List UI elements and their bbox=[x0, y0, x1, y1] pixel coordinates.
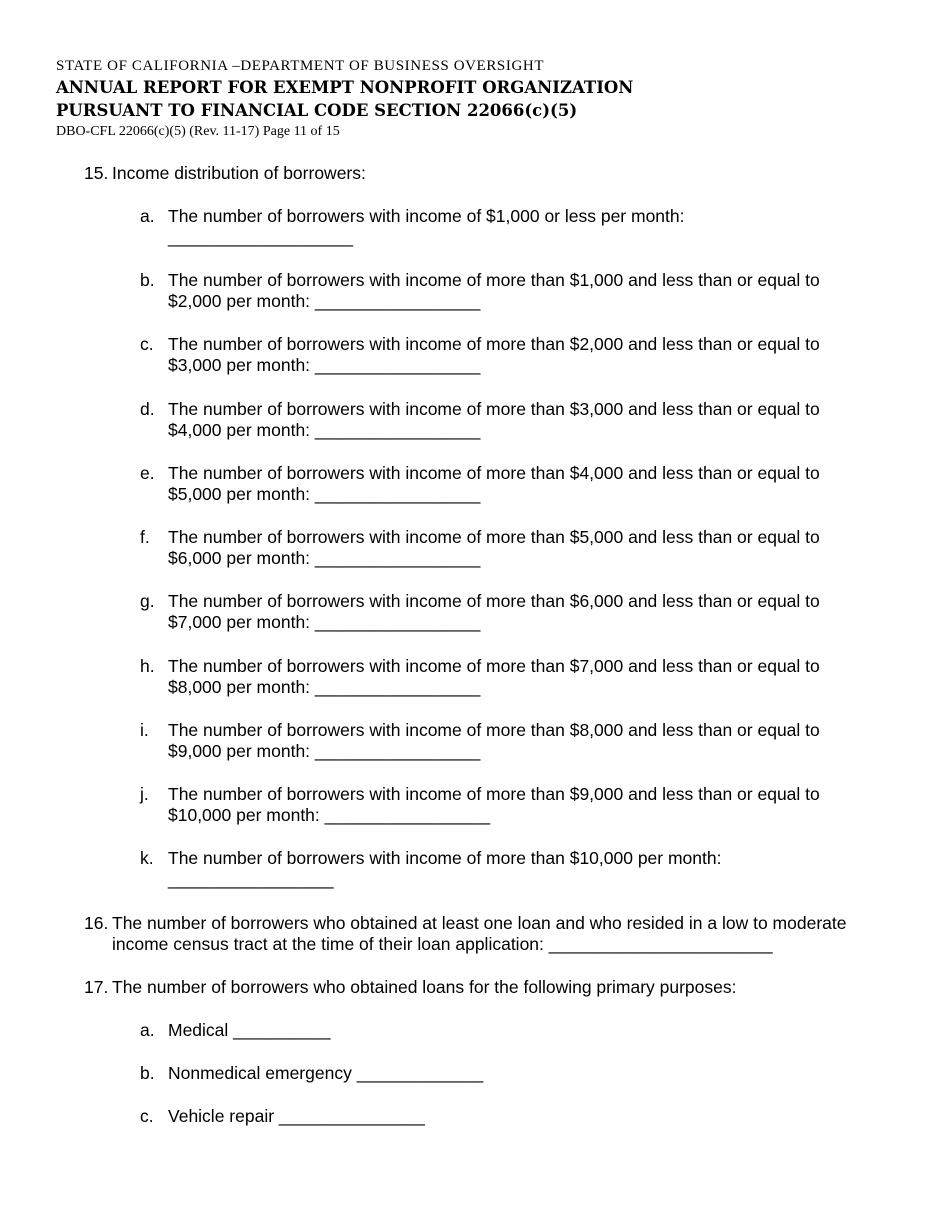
question-text: The number of borrowers who obtained at least one loan and who resided in a low to moderate income census tract at the time of their loan application: _______________________ bbox=[112, 913, 847, 954]
form-header bbox=[56, 56, 633, 142]
agency-name: STATE OF CALIFORNIA –DEPARTMENT OF BUSINESS OVERSIGHT bbox=[56, 58, 545, 74]
answer-blank[interactable]: $8,000 per month: _________________ bbox=[168, 677, 481, 697]
item-letter: e. bbox=[140, 463, 155, 483]
answer-blank[interactable]: $5,000 per month: _________________ bbox=[168, 484, 481, 504]
item-letter: a. bbox=[140, 206, 155, 226]
item-letter: f. bbox=[140, 527, 150, 547]
item-letter: g. bbox=[140, 591, 155, 611]
answer-blank[interactable]: $2,000 per month: _________________ bbox=[168, 291, 481, 311]
question-text: The number of borrowers who obtained loans for the following primary purposes: bbox=[112, 977, 737, 997]
question-number: 17. bbox=[84, 977, 109, 997]
item-text: The number of borrowers with income of more than $10,000 per month: _________________ bbox=[168, 848, 722, 889]
item-text: The number of borrowers with income of $1,000 or less per month: ___________________ bbox=[168, 206, 685, 247]
question-number: 16. bbox=[84, 913, 109, 933]
answer-blank[interactable]: Medical __________ bbox=[168, 1020, 331, 1040]
item-letter: c. bbox=[140, 1106, 154, 1126]
answer-blank[interactable]: $7,000 per month: _________________ bbox=[168, 612, 481, 632]
question-text: Income distribution of borrowers: bbox=[112, 163, 366, 183]
report-title-line-1: ANNUAL REPORT FOR EXEMPT NONPROFIT ORGANIZATION bbox=[56, 78, 634, 97]
item-letter: c. bbox=[140, 334, 154, 354]
item-letter: k. bbox=[140, 848, 154, 868]
answer-blank[interactable]: $6,000 per month: _________________ bbox=[168, 548, 481, 568]
item-letter: b. bbox=[140, 270, 155, 290]
item-text: The number of borrowers with income of more than $4,000 and less than or equal to $5,000 per month: _________________ bbox=[168, 463, 820, 504]
item-letter: a. bbox=[140, 1020, 155, 1040]
item-text: The number of borrowers with income of more than $8,000 and less than or equal to $9,000 per month: _________________ bbox=[168, 720, 820, 761]
answer-blank[interactable]: _________________ bbox=[168, 869, 334, 889]
form-id-page-number: DBO-CFL 22066(c)(5) (Rev. 11-17) Page 11 of 15 bbox=[56, 124, 340, 139]
answer-blank[interactable]: $9,000 per month: _________________ bbox=[168, 741, 481, 761]
answer-blank[interactable]: ___________________ bbox=[168, 227, 353, 247]
answer-blank[interactable]: income census tract at the time of their loan application: _______________________ bbox=[112, 934, 773, 954]
item-text: The number of borrowers with income of more than $2,000 and less than or equal to $3,000 per month: _________________ bbox=[168, 334, 820, 375]
item-text: The number of borrowers with income of more than $6,000 and less than or equal to $7,000 per month: _________________ bbox=[168, 591, 820, 632]
item-letter: b. bbox=[140, 1063, 155, 1083]
item-text: The number of borrowers with income of more than $7,000 and less than or equal to $8,000 per month: _________________ bbox=[168, 656, 820, 697]
item-letter: h. bbox=[140, 656, 155, 676]
answer-blank[interactable]: Nonmedical emergency _____________ bbox=[168, 1063, 484, 1083]
item-text: The number of borrowers with income of more than $1,000 and less than or equal to $2,000 per month: _________________ bbox=[168, 270, 820, 311]
item-letter: i. bbox=[140, 720, 149, 740]
answer-blank[interactable]: Vehicle repair _______________ bbox=[168, 1106, 425, 1126]
item-letter: j. bbox=[140, 784, 149, 804]
item-letter: d. bbox=[140, 399, 155, 419]
answer-blank[interactable]: $3,000 per month: _________________ bbox=[168, 355, 481, 375]
item-text: The number of borrowers with income of more than $5,000 and less than or equal to $6,000 per month: _________________ bbox=[168, 527, 820, 568]
item-text: The number of borrowers with income of more than $9,000 and less than or equal to $10,000 per month: _________________ bbox=[168, 784, 820, 825]
item-text: The number of borrowers with income of more than $3,000 and less than or equal to $4,000 per month: _________________ bbox=[168, 399, 820, 440]
answer-blank[interactable]: $4,000 per month: _________________ bbox=[168, 420, 481, 440]
question-number: 15. bbox=[84, 163, 109, 183]
report-title-line-2: PURSUANT TO FINANCIAL CODE SECTION 22066(c)(5) bbox=[56, 101, 578, 120]
answer-blank[interactable]: $10,000 per month: _________________ bbox=[168, 805, 491, 825]
